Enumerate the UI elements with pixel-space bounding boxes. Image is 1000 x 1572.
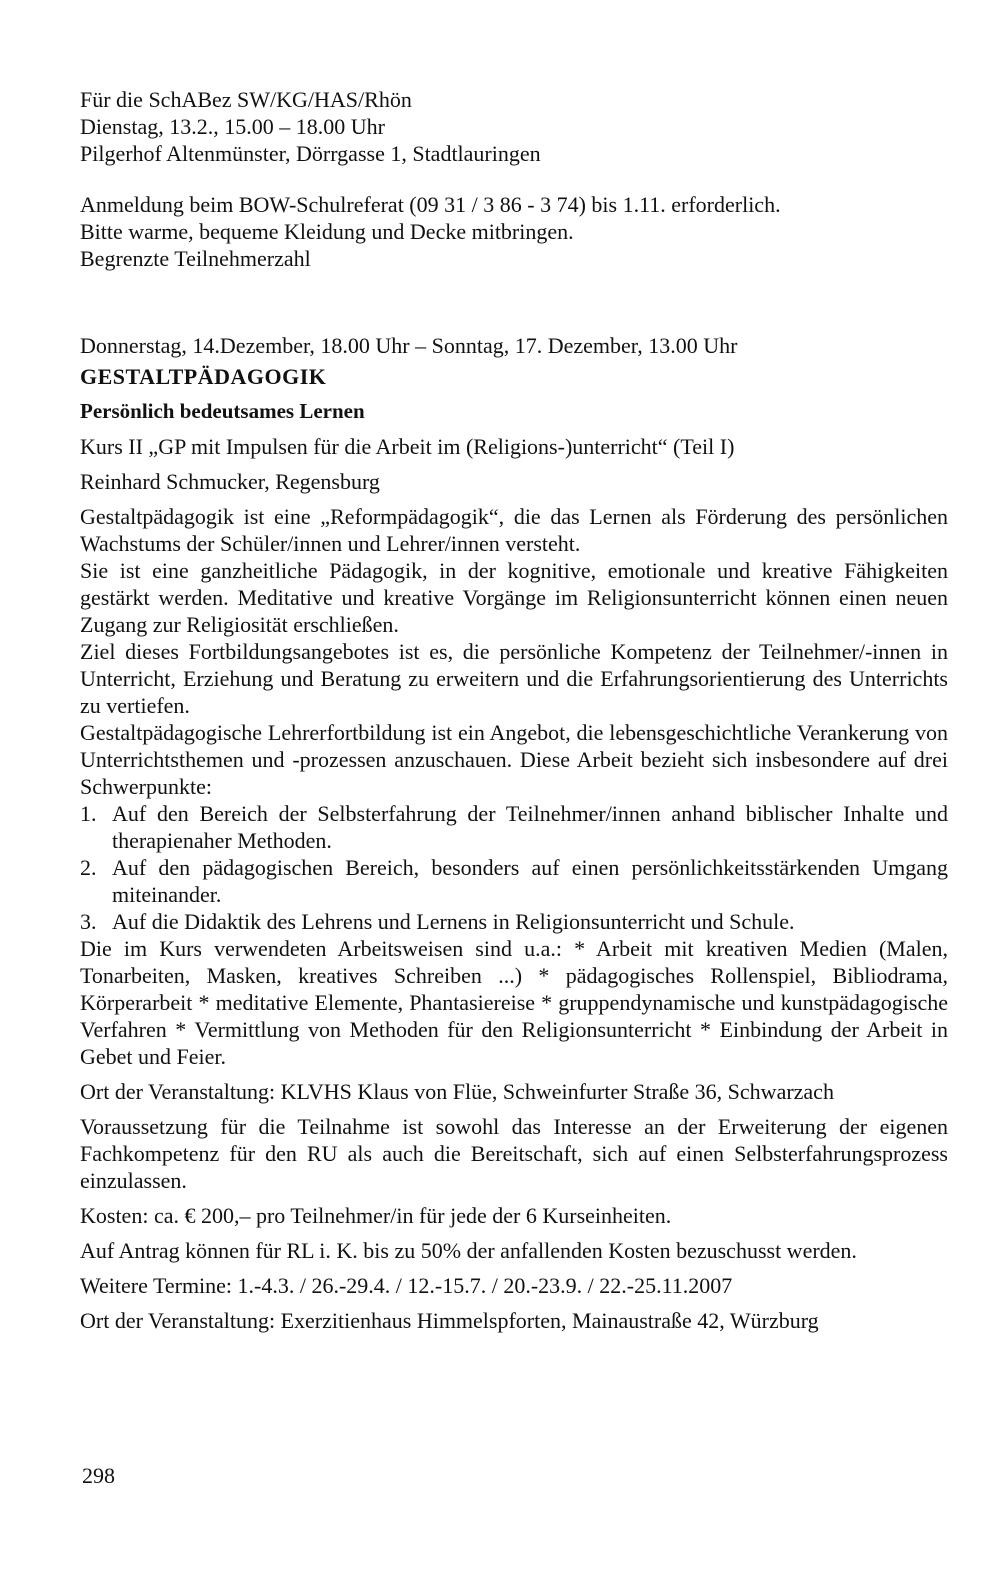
focus-point bbox=[80, 854, 948, 908]
event-info-block bbox=[80, 86, 948, 167]
focus-point bbox=[80, 800, 948, 854]
course-name: Kurs II „GP mit Impulsen für die Arbeit im (Religions-)unterricht“ (Teil I) bbox=[80, 434, 735, 459]
second-venue-paragraph: Ort der Veranstaltung: Exerzitienhaus Himmelspforten, Mainaustraße 42, Würzburg bbox=[80, 1308, 819, 1333]
audience-line: Für die SchABez SW/KG/HAS/Rhön bbox=[80, 87, 412, 112]
focus-point-number: 3. bbox=[80, 909, 97, 934]
course-section bbox=[80, 332, 948, 1334]
focus-point-text: Auf den Bereich der Selbsterfahrung der Teilnehmer/innen anhand biblischer Inhalte und therapienaher Methoden. bbox=[112, 801, 948, 853]
date-line: Dienstag, 13.2., 15.00 – 18.00 Uhr bbox=[80, 114, 385, 139]
course-title: GESTALTPÄDAGOGIK bbox=[80, 364, 327, 389]
limited-participants-note: Begrenzte Teilnehmerzahl bbox=[80, 246, 311, 271]
registration-line: Anmeldung beim BOW-Schulreferat (09 31 / 3 86 - 3 74) bis 1.11. erforderlich. bbox=[80, 192, 781, 217]
course-subtitle: Persönlich bedeutsames Lernen bbox=[80, 399, 365, 423]
focus-point-text: Auf den pädagogischen Bereich, besonders auf einen persönlichkeitsstärkenden Umgang miteinander. bbox=[112, 855, 948, 907]
description-paragraph: Gestaltpädagogische Lehrerfortbildung ist ein Angebot, die lebensgeschichtliche Verankerung von Unterrichtsthemen und -prozessen anzuschauen. Diese Arbeit bezieht sich insbesondere auf drei Schwerpunkte: bbox=[80, 720, 948, 799]
focus-point-number: 1. bbox=[80, 801, 97, 826]
costs-paragraph: Kosten: ca. € 200,– pro Teilnehmer/in für jede der 6 Kurseinheiten. bbox=[80, 1203, 672, 1228]
course-date: Donnerstag, 14.Dezember, 18.00 Uhr – Sonntag, 17. Dezember, 13.00 Uhr bbox=[80, 333, 738, 358]
course-leader: Reinhard Schmucker, Regensburg bbox=[80, 469, 380, 494]
focus-point-number: 2. bbox=[80, 855, 97, 880]
clothing-note: Bitte warme, bequeme Kleidung und Decke mitbringen. bbox=[80, 219, 574, 244]
venue-paragraph: Ort der Veranstaltung: KLVHS Klaus von Flüe, Schweinfurter Straße 36, Schwarzach bbox=[80, 1079, 834, 1104]
location-line: Pilgerhof Altenmünster, Dörrgasse 1, Stadtlauringen bbox=[80, 141, 541, 166]
text-column bbox=[80, 86, 948, 1334]
requirement-paragraph: Voraussetzung für die Teilnahme ist sowohl das Interesse an der Erweiterung der eigenen Fachkompetenz für den RU als auch die Bereitschaft, sich auf einen Selbsterfahrungsprozess einzulassen. bbox=[80, 1114, 948, 1193]
description-paragraph: Ziel dieses Fortbildungsangebotes ist es, die persönliche Kompetenz der Teilnehmer/-innen in Unterricht, Erziehung und Beratung zu erweitern und die Erfahrungsorientierung des Unterrichts zu vertiefen. bbox=[80, 639, 948, 718]
subsidy-paragraph: Auf Antrag können für RL i. K. bis zu 50% der anfallenden Kosten bezuschusst werden. bbox=[80, 1238, 857, 1263]
focus-point bbox=[80, 908, 948, 935]
focus-point-text: Auf die Didaktik des Lehrens und Lernens in Religionsunterricht und Schule. bbox=[112, 909, 795, 934]
description-paragraph: Sie ist eine ganzheitliche Pädagogik, in der kognitive, emotionale und kreative Fähigkeiten gestärkt werden. Meditative und kreative Vorgänge im Religionsunterricht können einen neuen Zugang zur Religiosität erschließen. bbox=[80, 558, 948, 637]
page-number: 298 bbox=[82, 1463, 115, 1488]
further-dates-paragraph: Weitere Termine: 1.-4.3. / 26.-29.4. / 12.-15.7. / 20.-23.9. / 22.-25.11.2007 bbox=[80, 1273, 733, 1298]
registration-block bbox=[80, 191, 948, 272]
methods-paragraph: Die im Kurs verwendeten Arbeitsweisen sind u.a.: * Arbeit mit kreativen Medien (Malen, Tonarbeiten, Masken, kreatives Schreiben ...) * pädagogisches Rollenspiel, Bibliodrama, Körperarbeit * meditative Elemente, Phantasiereise * gruppendynamische und kunstpädagogische Verfahren * Vermittlung von Methoden für den Religionsunterricht * Einbindung der Arbeit in Gebet und Feier. bbox=[80, 936, 948, 1069]
focus-points-list bbox=[80, 800, 948, 935]
description-paragraph: Gestaltpädagogik ist eine „Reformpädagogik“, die das Lernen als Förderung des persönlichen Wachstums der Schüler/innen und Lehrer/innen versteht. bbox=[80, 504, 948, 556]
